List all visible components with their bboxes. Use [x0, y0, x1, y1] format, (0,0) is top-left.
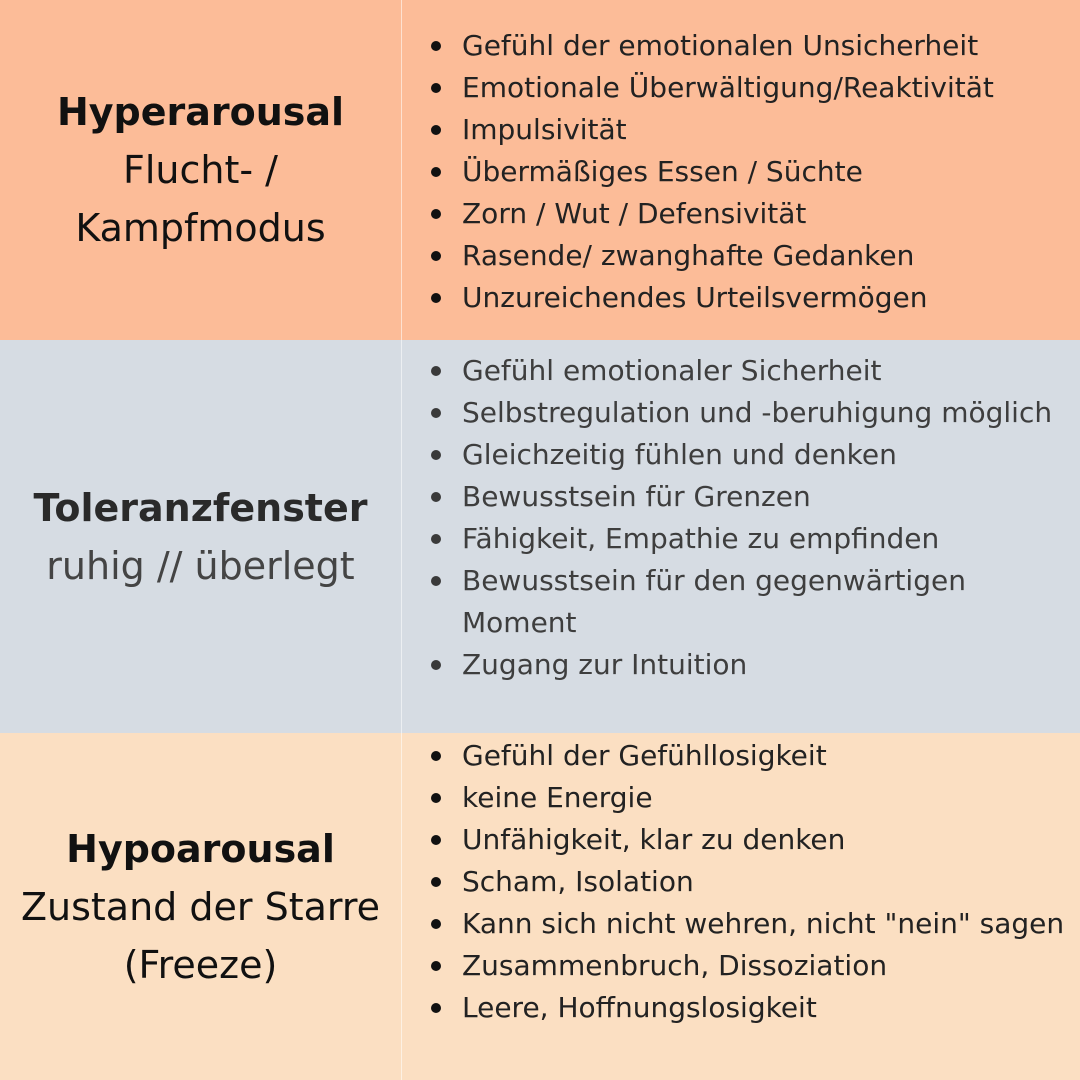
bullet-item: Gefühl der emotionalen Unsicherheit: [428, 25, 1070, 67]
row-hyperarousal: [0, 0, 1080, 340]
hyperarousal-subtitle-line-1: Flucht- /: [123, 148, 278, 192]
hypoarousal-title: Hypoarousal: [66, 826, 335, 871]
bullet-item: Zorn / Wut / Defensivität: [428, 193, 1070, 235]
bullet-item: Bewusstsein für Grenzen: [428, 476, 1070, 518]
hyperarousal-title: Hyperarousal: [56, 90, 345, 134]
hypoarousal-subtitle-line-2: (Freeze): [123, 942, 278, 987]
toleranzfenster-bullets-cell: [402, 340, 1080, 733]
hypoarousal-bullets-cell: [402, 733, 1080, 1080]
bullet-item: Rasende/ zwanghafte Gedanken: [428, 235, 1070, 277]
bullet-item: Zusammenbruch, Dissoziation: [428, 945, 1070, 987]
bullet-item: Selbstregulation und -beruhigung möglich: [428, 392, 1070, 434]
bullet-item: Übermäßiges Essen / Süchte: [428, 151, 1070, 193]
bullet-item: Kann sich nicht wehren, nicht "nein" sagen: [428, 903, 1070, 945]
bullet-item: Unzureichendes Urteilsvermögen: [428, 277, 1070, 319]
hypoarousal-label-cell: [0, 733, 402, 1080]
bullet-item: Leere, Hoffnungslosigkeit: [428, 987, 1070, 1029]
toleranzfenster-subtitle-line-1: ruhig // überlegt: [46, 543, 355, 588]
hypoarousal-bullet-list: [428, 735, 1070, 1029]
bullet-item: Scham, Isolation: [428, 861, 1070, 903]
toleranzfenster-label-cell: [0, 340, 402, 733]
bullet-item: Zugang zur Intuition: [428, 644, 1070, 686]
bullet-item: Gefühl der Gefühllosigkeit: [428, 735, 1070, 777]
toleranzfenster-bullet-list: [428, 350, 1070, 686]
bullet-item: Unfähigkeit, klar zu denken: [428, 819, 1070, 861]
toleranzfenster-title: Toleranzfenster: [33, 485, 368, 530]
hyperarousal-bullet-list: [428, 25, 1070, 319]
bullet-item: Emotionale Überwältigung/Reaktivität: [428, 67, 1070, 109]
hypoarousal-subtitle-line-1: Zustand der Starre: [20, 884, 380, 929]
bullet-item: Gleichzeitig fühlen und denken: [428, 434, 1070, 476]
bullet-item: keine Energie: [428, 777, 1070, 819]
bullet-item: Bewusstsein für den gegenwärtigen Moment: [428, 560, 1070, 644]
hyperarousal-label-cell: [0, 0, 402, 340]
hyperarousal-subtitle-line-2: Kampfmodus: [75, 206, 326, 250]
hyperarousal-bullets-cell: [402, 0, 1080, 340]
bullet-item: Impulsivität: [428, 109, 1070, 151]
bullet-item: Fähigkeit, Empathie zu empfinden: [428, 518, 1070, 560]
row-toleranzfenster: [0, 340, 1080, 733]
row-hypoarousal: [0, 733, 1080, 1080]
bullet-item: Gefühl emotionaler Sicherheit: [428, 350, 1070, 392]
